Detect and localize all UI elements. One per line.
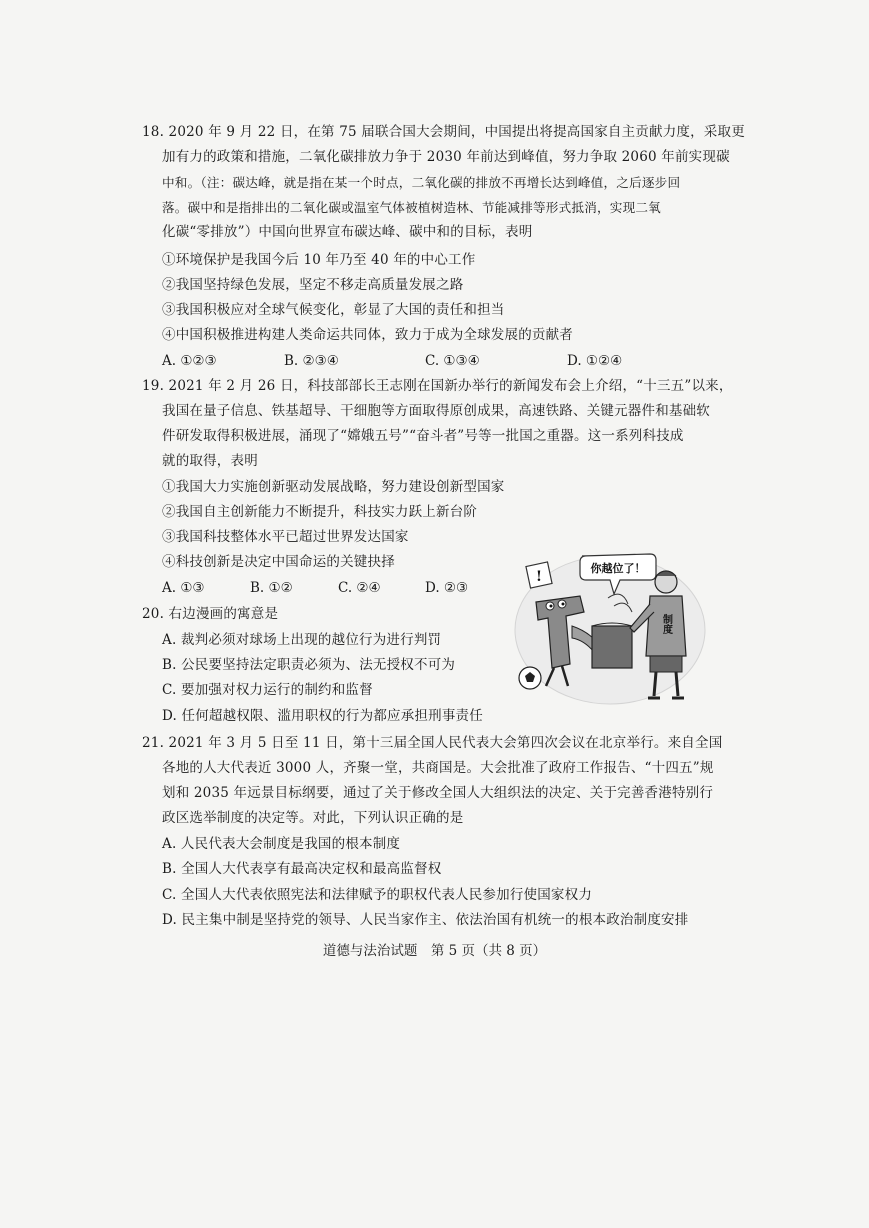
q20-option-c: C. 要加强对权力运行的制约和监督 — [162, 682, 373, 698]
q21-option-a: A. 人民代表大会制度是我国的根本制度 — [162, 836, 401, 852]
q18-option-a: A. ①②③ — [162, 353, 217, 369]
q18-item: ②我国坚持绿色发展，坚定不移走高质量发展之路 — [162, 277, 464, 293]
q18-option-b: B. ②③④ — [284, 353, 339, 369]
q18-options — [162, 349, 702, 374]
q21-stem-line: 政区选举制度的决定等。对此，下列认识正确的是 — [162, 810, 464, 826]
penalty-card — [592, 623, 632, 668]
q21-stem-line: 21. 2021 年 3 月 5 日至 11 日，第十三届全国人民代表大会第四次会议在北京举行。来自全国 — [142, 735, 723, 751]
q20-option-b: B. 公民要坚持法定职责必须为、法无授权不可为 — [162, 657, 456, 673]
q20-option-d: D. 任何超越权限、滥用职权的行为都应承担刑事责任 — [162, 708, 483, 724]
q19-stem-line: 就的取得，表明 — [162, 453, 258, 469]
q19-option-a: A. ①③ — [162, 580, 205, 596]
exclaim-box — [526, 562, 552, 588]
speech-text: 你越位了！ — [590, 562, 646, 575]
q20-option-a: A. 裁判必须对球场上出现的越位行为进行判罚 — [162, 632, 442, 648]
q18-option-d: D. ①②④ — [567, 353, 623, 369]
exclaim-text: ! — [535, 569, 543, 585]
soccer-ball-icon — [519, 667, 541, 689]
q18-stem-line: 化碳“零排放”）中国向世界宣布碳达峰、碳中和的目标，表明 — [162, 224, 533, 240]
q20-stem: 20. 右边漫画的寓意是 — [142, 606, 279, 622]
q21-option-b: B. 全国人大代表享有最高决定权和最高监督权 — [162, 861, 442, 877]
q19-stem-line: 19. 2021 年 2 月 26 日，科技部部长王志刚在国新办举行的新闻发布会上介绍，“十三五”以来， — [142, 378, 733, 394]
q21-option-c: C. 全国人大代表依照宪法和法律赋予的职权代表人民参加行使国家权力 — [162, 887, 593, 903]
shirt-text: 制度 — [660, 614, 672, 634]
q19-item: ②我国自主创新能力不断提升，科技实力跃上新台阶 — [162, 504, 478, 520]
q19-stem-line: 件研发取得积极进展，涌现了“嫦娥五号”“奋斗者”号等一批国之重器。这一系列科技成 — [162, 428, 684, 444]
q19-item: ③我国科技整体水平已超过世界发达国家 — [162, 529, 409, 545]
q19-stem-line: 我国在量子信息、铁基超导、干细胞等方面取得原创成果，高速铁路、关键元器件和基础软 — [162, 403, 710, 419]
q18-option-c: C. ①③④ — [425, 353, 480, 369]
q18-stem-line: 加有力的政策和措施，二氧化碳排放力争于 2030 年前达到峰值，努力争取 2060 年前实现碳 — [162, 149, 730, 165]
q21-option-d: D. 民主集中制是坚持党的领导、人民当家作主、依法治国有机统一的根本政治制度安排 — [162, 912, 689, 928]
q19-option-b: B. ①② — [250, 580, 293, 596]
q18-item: ④中国积极推进构建人类命运共同体，致力于成为全球发展的贡献者 — [162, 327, 573, 343]
q21-stem-line: 划和 2035 年远景目标纲要，通过了关于修改全国人大组织法的决定、关于完善香港特别行 — [162, 785, 714, 801]
q18-item: ③我国积极应对全球气候变化，彰显了大国的责任和担当 — [162, 302, 505, 318]
q18-stem-line: 18. 2020 年 9 月 22 日，在第 75 届联合国大会期间，中国提出将提高国家自主贡献力度，采取更 — [142, 124, 745, 140]
offside-cartoon — [510, 546, 710, 708]
q19-item: ④科技创新是决定中国命运的关键抉择 — [162, 554, 395, 570]
q19-option-d: D. ②③ — [425, 580, 469, 596]
q18-stem-line: 落。碳中和是指排出的二氧化碳或温室气体被植树造林、节能减排等形式抵消，实现二氧 — [162, 200, 661, 215]
q21-stem-line: 各地的人大代表近 3000 人，齐聚一堂，共商国是。大会批准了政府工作报告、“十四五”规 — [162, 760, 714, 776]
q19-item: ①我国大力实施创新驱动发展战略，努力建设创新型国家 — [162, 479, 505, 495]
q18-item: ①环境保护是我国今后 10 年乃至 40 年的中心工作 — [162, 252, 476, 268]
q19-option-c: C. ②④ — [338, 580, 381, 596]
q19-options — [162, 576, 482, 601]
page-footer: 道德与法治试题 第 5 页（共 8 页） — [322, 943, 547, 959]
q18-stem-line: 中和。（注：碳达峰，就是指在某一个时点，二氧化碳的排放不再增长达到峰值，之后逐步回 — [162, 175, 681, 190]
